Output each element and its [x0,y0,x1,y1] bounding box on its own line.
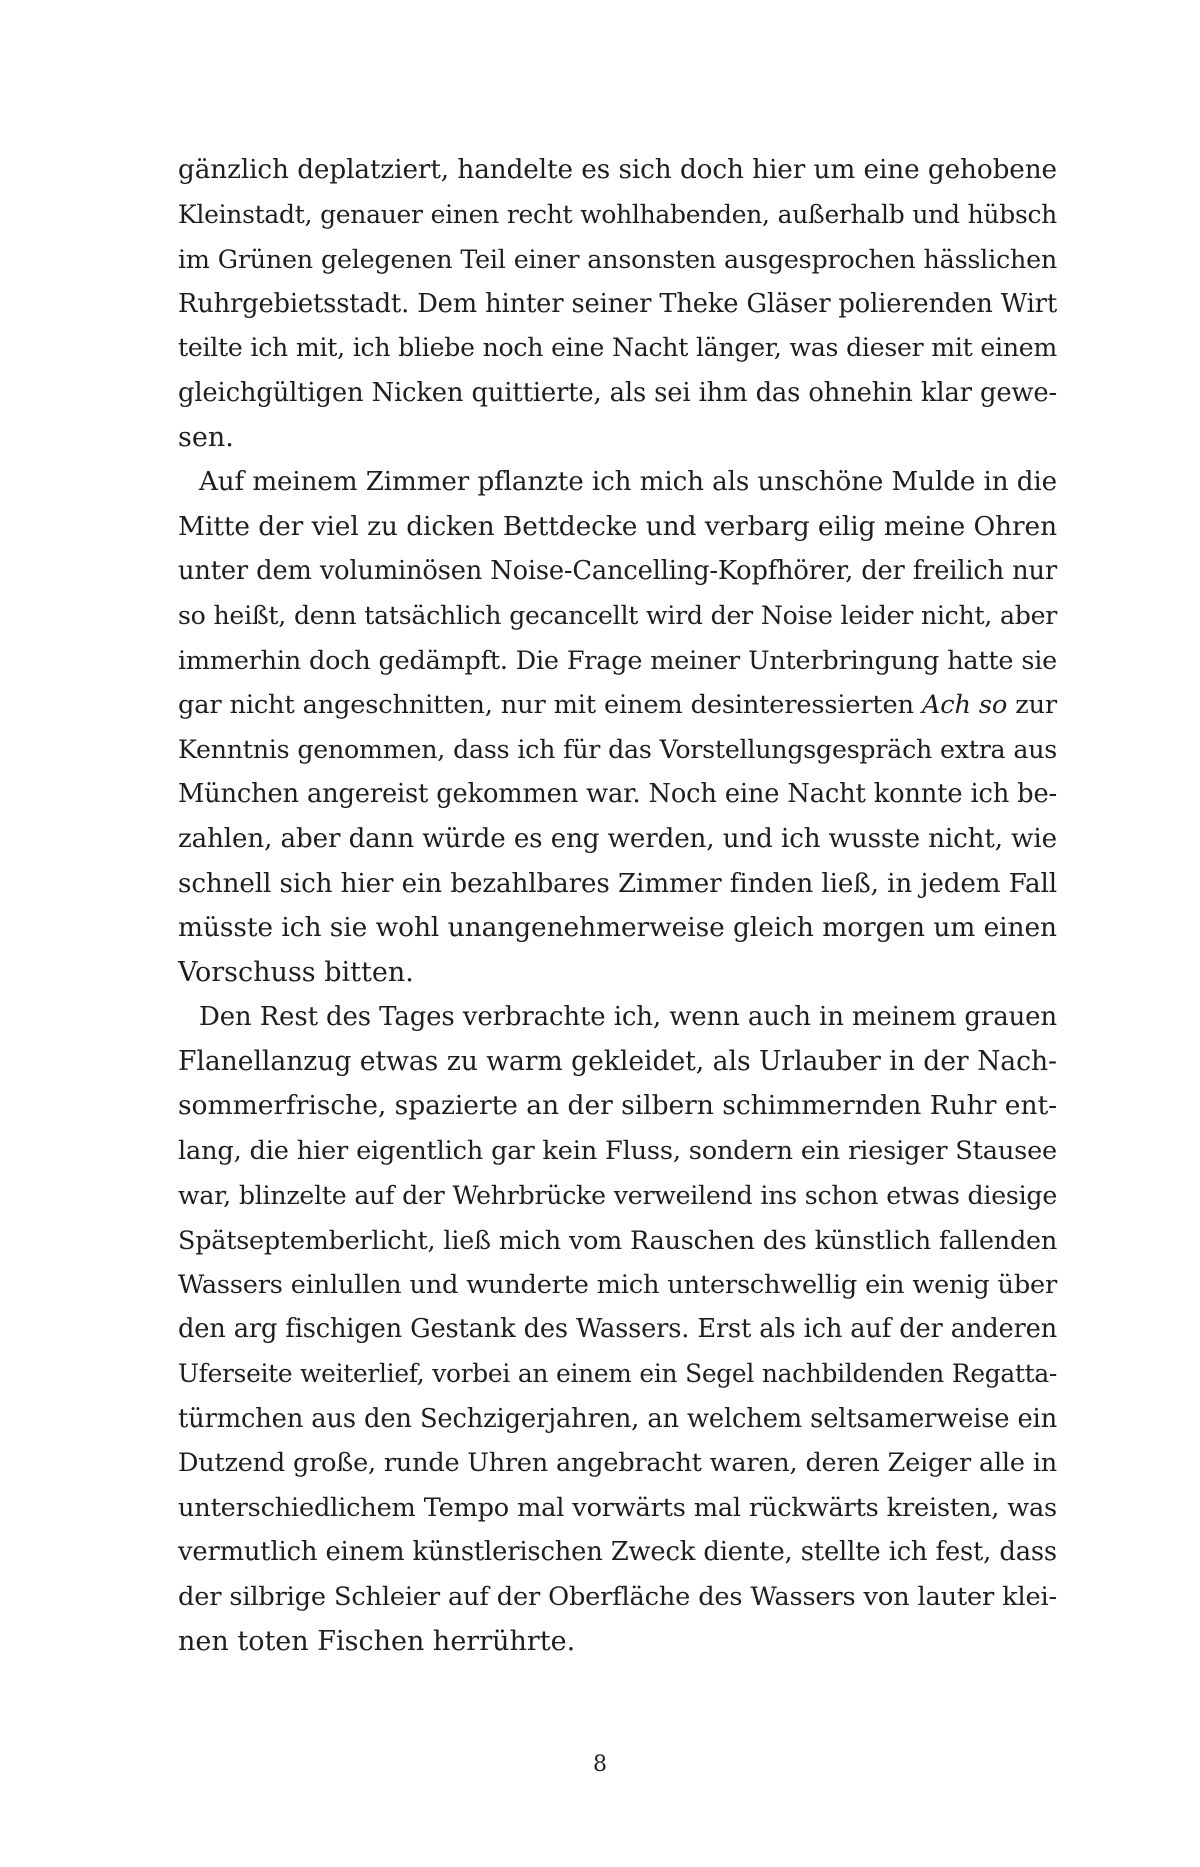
text-line: sen. [178,421,234,453]
text-line: so heißt, denn tatsächlich gecancellt wird der Noise leider nicht, aber [178,600,1057,630]
text-line: Kleinstadt, genauer einen recht wohlhabenden, außerhalb und hübsch [178,199,1057,229]
text-line: müsste ich sie wohl unangenehmerweise gleich morgen um einen [178,912,1057,944]
text-line: Mitte der viel zu dicken Bettdecke und verbarg eilig meine Ohren [178,510,1057,542]
text-line: immerhin doch gedämpft. Die Frage meiner Unterbringung hatte sie [178,645,1057,676]
text-line: sommerfrische, spazierte an der silbern schimmernden Ruhr ent- [178,1090,1057,1122]
text-line: Dutzend große, runde Uhren angebracht waren, deren Zeiger alle in [178,1448,1057,1479]
paragraph-2 [178,460,1057,995]
body-text [178,148,1057,1664]
paragraph-3 [178,995,1057,1664]
text-line: Den Rest des Tages verbrachte ich, wenn auch in meinem grauen [199,1002,1057,1033]
text-line: den arg fischigen Gestank des Wassers. Erst als ich auf der anderen [178,1314,1057,1345]
text-line: war, blinzelte auf der Wehrbrücke verweilend ins schon etwas diesige [178,1180,1057,1210]
text-line-italic-phrase [178,683,1057,728]
text-line: vermutlich einem künstlerischen Zweck diente, stellte ich fest, dass [178,1537,1057,1568]
text-line: gänzlich deplatziert, handelte es sich doch hier um eine gehobene [178,155,1057,185]
text-line: Wassers einlullen und wunderte mich unterschwellig ein wenig über [178,1269,1057,1300]
text-line: im Grünen gelegenen Teil einer ansonsten ausgesprochen hässlichen [178,244,1057,275]
text-line: der silbrige Schleier auf der Oberfläche des Wassers von lauter klei- [178,1582,1057,1612]
text-line: Vorschuss bitten. [178,956,414,988]
text-line: unterschiedlichem Tempo mal vorwärts mal rückwärts kreisten, was [178,1492,1057,1523]
text-line: Flanellanzug etwas zu warm gekleidet, als Urlauber in der Nach- [178,1045,1057,1077]
italic-phrase: Ach so [921,690,1008,721]
text-line: Uferseite weiterlief, vorbei an einem ein Segel nachbildenden Regatta- [178,1359,1057,1389]
text-line: türmchen aus den Sechzigerjahren, an welchem seltsamerweise ein [178,1403,1057,1434]
text-line: München angereist gekommen war. Noch eine Nacht konnte ich be- [178,779,1057,810]
text-line: Ruhrgebietsstadt. Dem hinter seiner Theke Gläser polierenden Wirt [178,288,1057,319]
text-line: gleichgültigen Nicken quittierte, als sei ihm das ohnehin klar gewe- [178,377,1057,408]
text-line: schnell sich hier ein bezahlbares Zimmer finden ließ, in jedem Fall [178,868,1057,899]
text-line: Spätseptemberlicht, ließ mich vom Rauschen des künstlich fallenden [178,1225,1057,1256]
page-number: 8 [593,1752,607,1777]
text-line: Kenntnis genommen, dass ich für das Vorstellungsgespräch extra aus [178,734,1057,764]
text-line: lang, die hier eigentlich gar kein Fluss, sondern ein riesiger Stausee [178,1136,1057,1167]
text-line: zahlen, aber dann würde es eng werden, und ich wusste nicht, wie [178,823,1057,854]
paragraph-1 [178,148,1057,460]
text-line: teilte ich mit, ich bliebe noch eine Nacht länger, was dieser mit einem [178,333,1057,363]
text-line: nen toten Fischen herrührte. [178,1625,576,1657]
text-line: Auf meinem Zimmer pflanzte ich mich als unschöne Mulde in die [199,467,1057,498]
text-segment: zur [1007,690,1058,721]
text-segment: gar nicht angeschnitten, nur mit einem desinteressierten [178,690,922,721]
text-line: unter dem voluminösen Noise-Cancelling-Kopfhörer, der freilich nur [178,556,1057,587]
